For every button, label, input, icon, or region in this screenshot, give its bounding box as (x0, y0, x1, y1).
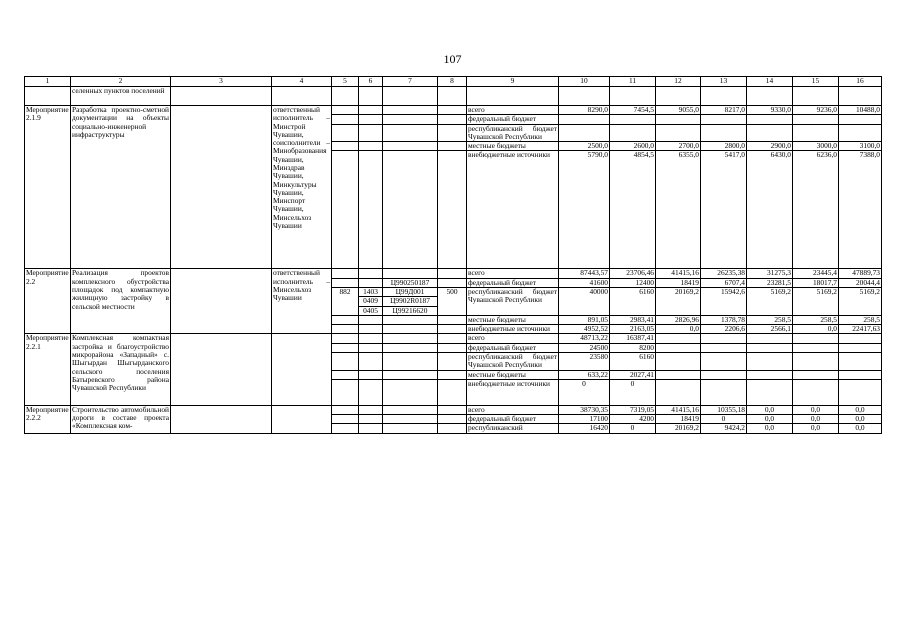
event-description: Реализация проектов комплексного обустройства площадок под компактную жилищную застройку в сельской местности (71, 269, 171, 334)
amount-cell: 12400 (610, 278, 656, 287)
event-code: Мероприятие 2.2.1 (25, 334, 71, 405)
column-number: 15 (793, 77, 839, 87)
amount-cell: 24500 (559, 343, 610, 352)
amount-cell (701, 370, 747, 379)
column-number: 11 (610, 77, 656, 87)
amount-cell: 3000,0 (793, 142, 839, 151)
funding-source: республиканский бюджет Чувашской Республики (468, 124, 557, 141)
amount-cell (839, 343, 882, 352)
amount-cell (747, 379, 793, 405)
event-code: Мероприятие 2.1.9 (25, 106, 71, 269)
funding-source: местные бюджеты (467, 370, 559, 379)
amount-cell: 20169,2 (656, 424, 701, 433)
amount-cell (839, 124, 882, 142)
amount-cell: 8217,0 (701, 106, 747, 115)
amount-cell (701, 379, 747, 405)
amount-cell (559, 115, 610, 124)
m219-row-total (25, 106, 882, 115)
amount-cell (701, 115, 747, 124)
responsible-executor: ответственный исполнитель – Минсельхоз Чувашии (272, 269, 332, 334)
amount-cell (747, 124, 793, 142)
amount-cell: 6430,0 (747, 151, 793, 269)
amount-cell (747, 352, 793, 370)
amount-cell (610, 115, 656, 124)
amount-cell: 258,5 (793, 315, 839, 324)
amount-cell: 23445,4 (793, 269, 839, 278)
funding-source: местные бюджеты (467, 315, 559, 324)
amount-cell: 0,0 (747, 415, 793, 424)
target-article-code: Ц990250187 (383, 278, 438, 287)
amount-cell: 47889,73 (839, 269, 882, 278)
amount-cell: 7454,5 (610, 106, 656, 115)
amount-cell: 2700,0 (656, 142, 701, 151)
amount-cell: 31275,3 (747, 269, 793, 278)
amount-cell: 18017,7 (793, 278, 839, 287)
amount-cell: 38730,35 (559, 405, 610, 414)
amount-cell: 2566,1 (747, 325, 793, 334)
page-number: 107 (443, 52, 462, 66)
funding-source: федеральный бюджет (467, 415, 559, 424)
amount-cell: 16387,41 (610, 334, 656, 343)
column-number: 2 (71, 77, 171, 87)
column-number-row (25, 77, 882, 87)
column-number: 5 (332, 77, 359, 87)
amount-cell: 2900,0 (747, 142, 793, 151)
amount-cell: 0,0 (793, 424, 839, 433)
funding-source: федеральный бюджет (467, 343, 559, 352)
amount-cell: 0 (610, 424, 656, 433)
amount-cell: 2206,6 (701, 325, 747, 334)
amount-cell: 6160 (610, 287, 656, 315)
funding-source: федеральный бюджет (467, 278, 559, 287)
funding-source: внебюджетные источники (467, 325, 559, 334)
target-article-code: Ц99Д001 (383, 288, 437, 297)
amount-cell (793, 124, 839, 142)
amount-cell: 41600 (559, 278, 610, 287)
amount-cell: 1378,78 (701, 315, 747, 324)
amount-cell: 2500,0 (559, 142, 610, 151)
funding-source: местные бюджеты (467, 142, 559, 151)
section-code: 0405 (363, 305, 378, 315)
amount-cell: 2600,0 (610, 142, 656, 151)
amount-cell (839, 334, 882, 343)
m221-row-total (25, 334, 882, 343)
event-description: Комплексная компактная застройка и благоустройство микрорайона «Западный» с. Шыгырдан Шыгырданского сельского поселения Батыревского района Чувашской Республики (71, 334, 171, 405)
column-number: 14 (747, 77, 793, 87)
amount-cell: 0,0 (793, 415, 839, 424)
target-article-code: Ц99216620 (392, 305, 428, 315)
target-article-cell (383, 287, 438, 315)
amount-cell: 18419 (656, 415, 701, 424)
m222-row-total (25, 405, 882, 414)
amount-cell: 18419 (656, 278, 701, 287)
amount-cell: 6160 (610, 352, 656, 370)
amount-cell (747, 334, 793, 343)
amount-cell (701, 124, 747, 142)
amount-cell: 8200 (610, 343, 656, 352)
amount-cell: 0,0 (747, 405, 793, 414)
amount-cell: 0 (701, 415, 747, 424)
column-number: 6 (359, 77, 383, 87)
funding-source: всего (467, 106, 559, 115)
amount-cell: 5417,0 (701, 151, 747, 269)
amount-cell (559, 124, 610, 142)
amount-cell: 2027,41 (610, 370, 656, 379)
amount-cell: 9424,2 (701, 424, 747, 433)
column-number: 8 (438, 77, 467, 87)
amount-cell: 15942,6 (701, 287, 747, 315)
amount-cell (656, 115, 701, 124)
amount-cell (839, 370, 882, 379)
amount-cell: 16420 (559, 424, 610, 433)
amount-cell: 6236,0 (793, 151, 839, 269)
amount-cell (793, 334, 839, 343)
amount-cell (656, 370, 701, 379)
budget-table (24, 76, 882, 434)
column-number: 1 (25, 77, 71, 87)
amount-cell: 9236,0 (793, 106, 839, 115)
budget-admin-code: 882 (332, 287, 359, 315)
amount-cell: 7319,05 (610, 405, 656, 414)
amount-cell: 0,0 (656, 325, 701, 334)
amount-cell: 9055,0 (656, 106, 701, 115)
amount-cell: 5169,2 (839, 287, 882, 315)
target-article-code: Ц9902R0187 (383, 297, 437, 306)
amount-cell: 9330,0 (747, 106, 793, 115)
event-description: Строительство автомобильной дороги в составе проекта «Комплексная ком- (71, 405, 171, 433)
column-number: 12 (656, 77, 701, 87)
funding-source: республиканский бюджет Чувашской Республики (467, 287, 559, 315)
amount-cell: 5169,2 (747, 287, 793, 315)
amount-cell (701, 343, 747, 352)
amount-cell (747, 115, 793, 124)
funding-source: всего (467, 405, 559, 414)
funding-source: всего (467, 269, 559, 278)
amount-cell: 0,0 (747, 424, 793, 433)
amount-cell (793, 115, 839, 124)
amount-cell (701, 334, 747, 343)
amount-cell: 26235,38 (701, 269, 747, 278)
amount-cell: 2983,41 (610, 315, 656, 324)
amount-cell: 23281,5 (747, 278, 793, 287)
amount-cell: 4952,52 (559, 325, 610, 334)
amount-cell (747, 370, 793, 379)
amount-cell (656, 379, 701, 405)
continuation-row (25, 87, 882, 106)
amount-cell: 48713,22 (559, 334, 610, 343)
amount-cell: 23706,46 (610, 269, 656, 278)
column-number: 16 (839, 77, 882, 87)
column-number: 13 (701, 77, 747, 87)
amount-cell: 5790,0 (559, 151, 610, 269)
funding-source: республиканский бюджет Чувашской Республики (468, 352, 557, 370)
amount-cell: 0,0 (839, 405, 882, 414)
expense-type-code: 500 (438, 287, 467, 315)
amount-cell: 41415,16 (656, 269, 701, 278)
amount-cell: 5169,2 (793, 287, 839, 315)
amount-cell: 0,0 (793, 325, 839, 334)
amount-cell (610, 124, 656, 142)
amount-cell: 633,22 (559, 370, 610, 379)
amount-cell (839, 115, 882, 124)
amount-cell: 0 (610, 379, 656, 405)
section-code-cell (359, 287, 383, 315)
funding-source: внебюджетные источники (467, 379, 559, 405)
amount-cell (839, 352, 882, 370)
amount-cell (656, 334, 701, 343)
amount-cell (747, 343, 793, 352)
amount-cell (793, 343, 839, 352)
column-number: 3 (171, 77, 272, 87)
amount-cell: 17100 (559, 415, 610, 424)
amount-cell (701, 352, 747, 370)
funding-source: федеральный бюджет (467, 115, 559, 124)
amount-cell: 6355,0 (656, 151, 701, 269)
column-number: 9 (467, 77, 559, 87)
amount-cell: 6707,4 (701, 278, 747, 287)
column-number: 4 (272, 77, 332, 87)
amount-cell: 0 (559, 379, 610, 405)
amount-cell (793, 352, 839, 370)
amount-cell (656, 352, 701, 370)
event-code: Мероприятие 2.2.2 (25, 405, 71, 433)
amount-cell: 2826,96 (656, 315, 701, 324)
amount-cell: 23580 (559, 352, 610, 370)
amount-cell: 8290,0 (559, 106, 610, 115)
amount-cell: 4200 (610, 415, 656, 424)
amount-cell: 10488,0 (839, 106, 882, 115)
column-number: 7 (383, 77, 438, 87)
funding-source: всего (467, 334, 559, 343)
amount-cell: 20169,2 (656, 287, 701, 315)
amount-cell (656, 124, 701, 142)
continuation-text: селенных пунктов поселений (71, 87, 171, 106)
amount-cell: 258,5 (747, 315, 793, 324)
amount-cell (839, 379, 882, 405)
amount-cell: 41415,16 (656, 405, 701, 414)
amount-cell: 7388,0 (839, 151, 882, 269)
amount-cell: 258,5 (839, 315, 882, 324)
funding-source: республиканский (467, 424, 559, 433)
amount-cell: 891,05 (559, 315, 610, 324)
amount-cell: 2800,0 (701, 142, 747, 151)
amount-cell: 3100,0 (839, 142, 882, 151)
funding-source: внебюджетные источники (467, 151, 559, 269)
section-code: 1403 (359, 288, 382, 297)
amount-cell (793, 370, 839, 379)
amount-cell: 22417,63 (839, 325, 882, 334)
amount-cell: 10355,18 (701, 405, 747, 414)
amount-cell (793, 379, 839, 405)
amount-cell: 87443,57 (559, 269, 610, 278)
event-description: Разработка проектно-сметной документации на объекты социально-инженерной инфраструктуры (71, 106, 171, 269)
amount-cell: 0,0 (839, 415, 882, 424)
amount-cell: 20044,4 (839, 278, 882, 287)
column-number: 10 (559, 77, 610, 87)
amount-cell: 40000 (559, 287, 610, 315)
m22-row-total (25, 269, 882, 278)
amount-cell: 2163,05 (610, 325, 656, 334)
responsible-executor: ответственный исполнитель – Минстрой Чувашии, соисполнители – Минобразования Чувашии, Минздрав Чувашии, Минкультуры Чувашии, Минспорт Чувашии, Минсельхоз Чувашии (272, 106, 332, 269)
amount-cell: 4854,5 (610, 151, 656, 269)
amount-cell: 0,0 (839, 424, 882, 433)
amount-cell (656, 343, 701, 352)
amount-cell: 0,0 (793, 405, 839, 414)
event-code: Мероприятие 2.2 (25, 269, 71, 334)
section-code: 0409 (359, 297, 382, 306)
